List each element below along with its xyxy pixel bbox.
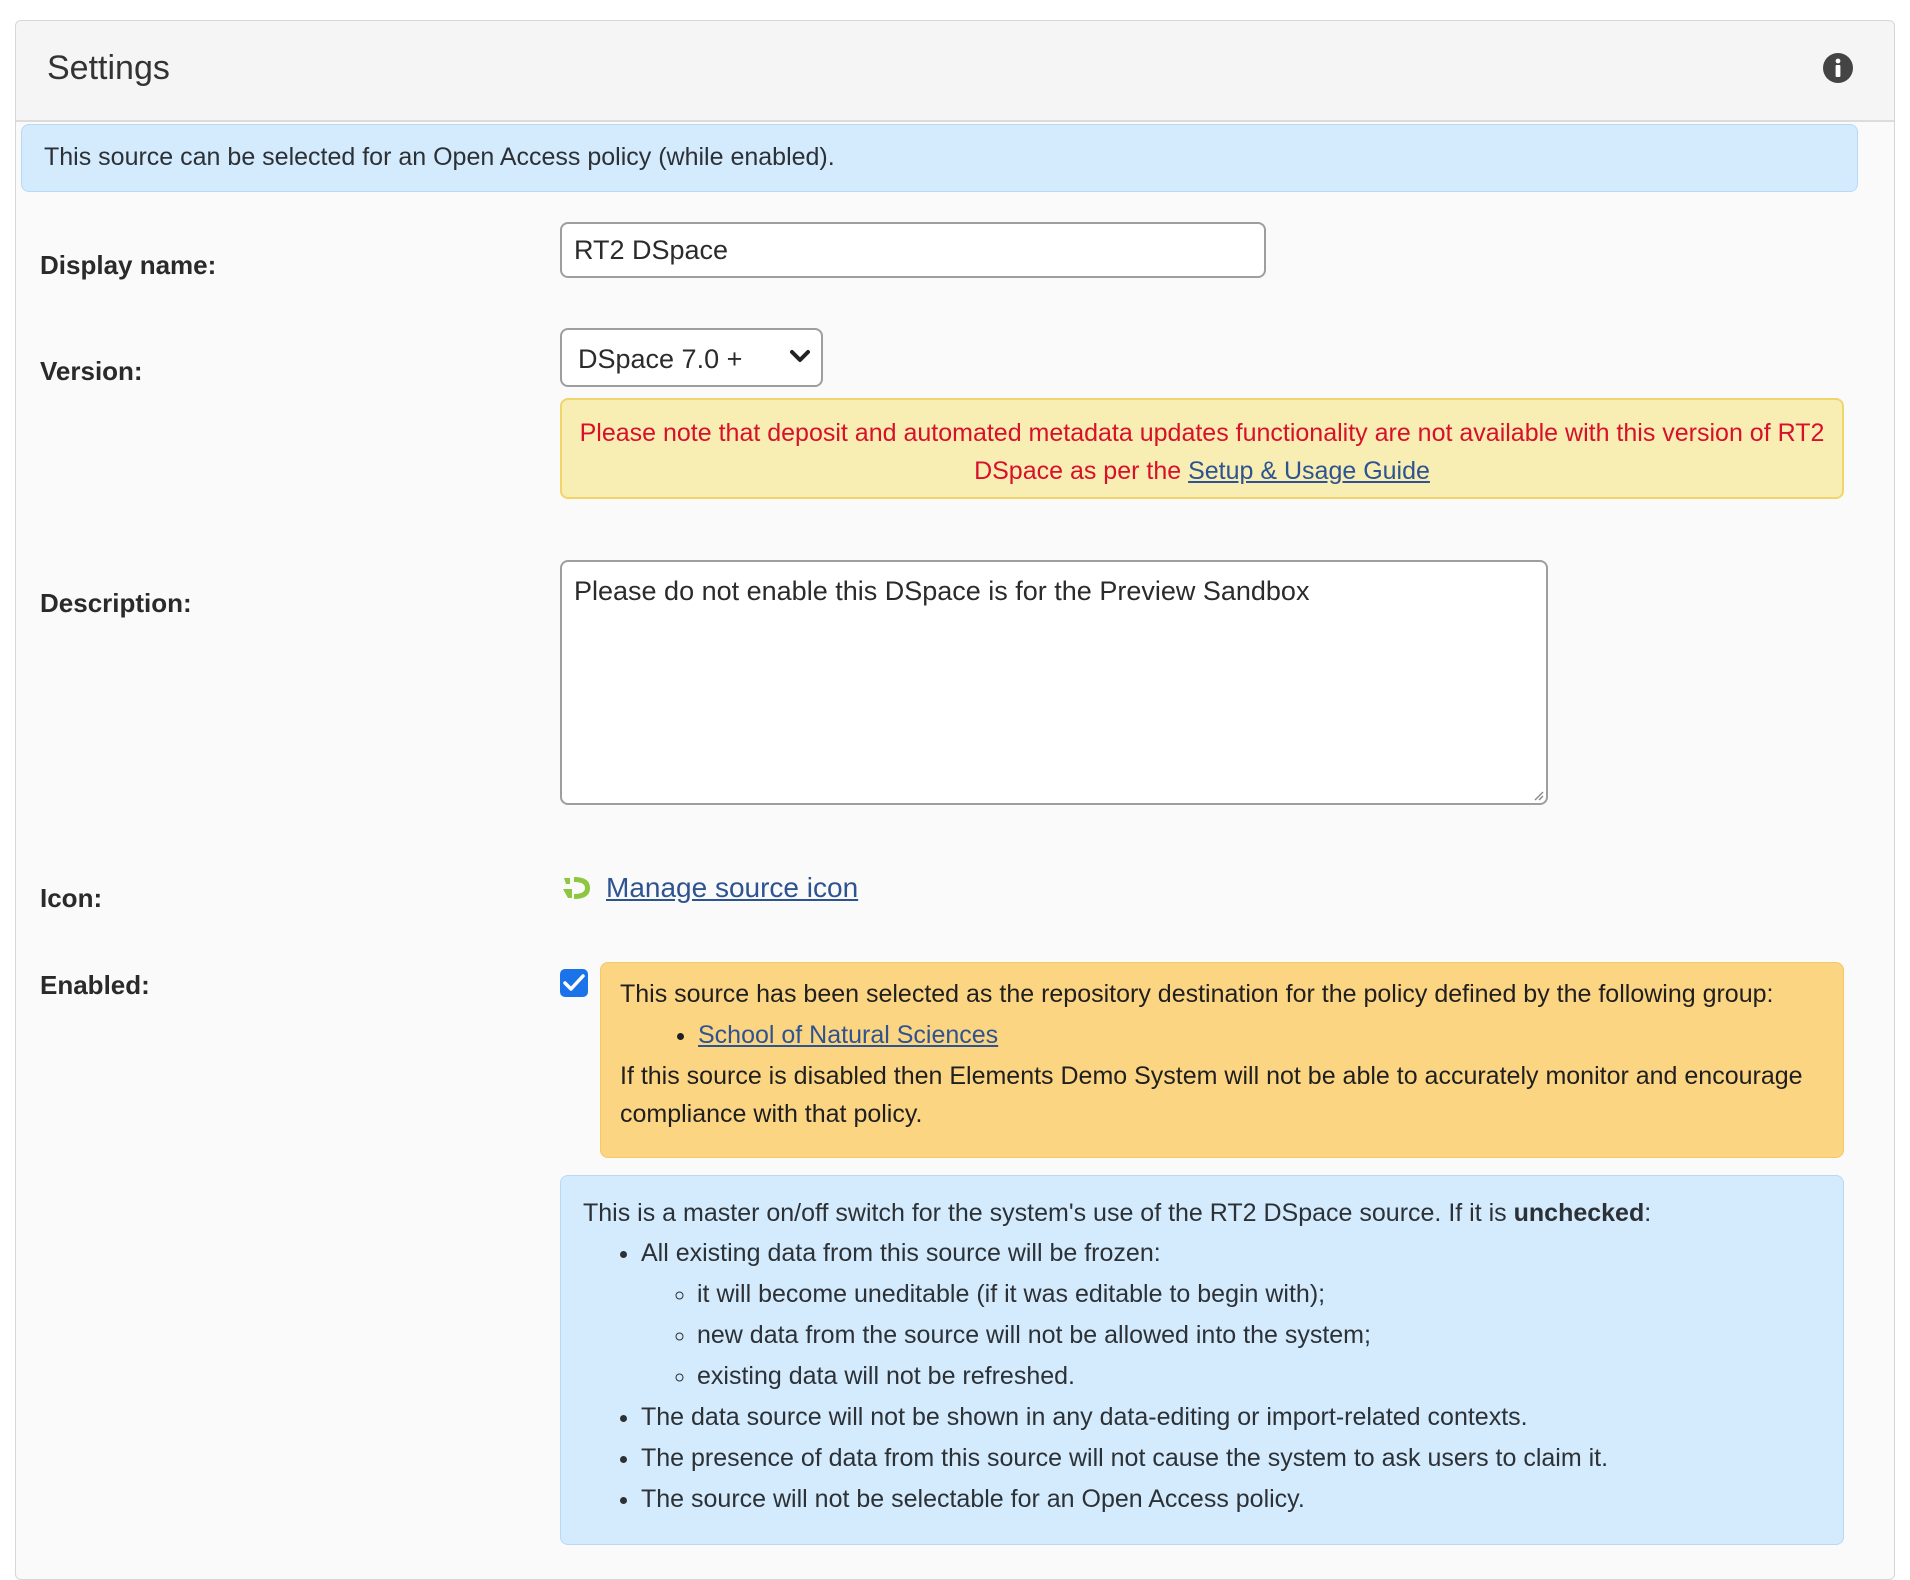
check-icon xyxy=(563,973,585,993)
list-item xyxy=(641,1233,1821,1397)
frozen-sublist xyxy=(641,1274,1821,1397)
list-item: • The presence of data from this source will not cause the system to ask users to claim it. xyxy=(641,1438,1821,1479)
panel-header xyxy=(16,21,1894,122)
list-item: ◦ existing data will not be refreshed. xyxy=(697,1356,1821,1397)
icon-label: Icon: xyxy=(40,883,103,913)
school-of-natural-sciences-link[interactable]: School of Natural Sciences xyxy=(698,1021,999,1049)
resize-grip-icon[interactable] xyxy=(1532,789,1544,801)
version-select-value: DSpace 7.0 + xyxy=(578,344,743,374)
version-warning xyxy=(560,398,1844,499)
policy-warning xyxy=(600,962,1844,1158)
display-name-input[interactable] xyxy=(560,222,1266,278)
enabled-info-intro xyxy=(583,1193,1821,1233)
policy-warning-intro: This source has been selected as the repository destination for the policy defined by the following group: xyxy=(620,980,1774,1008)
list-item xyxy=(698,1013,1824,1057)
enabled-checkbox[interactable] xyxy=(560,969,588,997)
version-warning-text: Please note that deposit and automated metadata updates functionality are not available with this version of RT2 DSpace as per the xyxy=(579,419,1825,485)
description-textarea[interactable] xyxy=(560,560,1548,805)
list-item: • The data source will not be shown in any data-editing or import-related contexts. xyxy=(641,1397,1821,1438)
version-select[interactable] xyxy=(560,328,823,387)
setup-usage-guide-link[interactable]: Setup & Usage Guide xyxy=(1188,457,1430,485)
enabled-info-list xyxy=(583,1233,1821,1520)
enabled-info-intro-suffix: : xyxy=(1644,1199,1652,1227)
policy-warning-outro: If this source is disabled then Elements Demo System will not be able to accurately monitor and encourage compliance with that policy. xyxy=(620,1062,1803,1128)
manage-source-icon-link[interactable]: Manage source icon xyxy=(606,872,859,903)
list-item: ◦ new data from the source will not be allowed into the system; xyxy=(697,1315,1821,1356)
dspace-logo-icon xyxy=(560,873,594,903)
display-name-label: Display name: xyxy=(40,250,217,280)
enabled-label: Enabled: xyxy=(40,970,150,1000)
description-value: Please do not enable this DSpace is for the Preview Sandbox xyxy=(574,576,1310,606)
bullet-frozen: All existing data from this source will be frozen: xyxy=(641,1239,1161,1267)
page-title: Settings xyxy=(47,49,170,87)
info-circle-icon[interactable] xyxy=(1822,52,1854,84)
enabled-info-intro-prefix: This is a master on/off switch for the system's use of the RT2 DSpace source. If it is xyxy=(583,1199,1507,1227)
open-access-notice-text: This source can be selected for an Open Access policy (while enabled). xyxy=(44,143,835,171)
policy-group-list xyxy=(620,1013,1824,1057)
description-label: Description: xyxy=(40,588,192,618)
enabled-info xyxy=(560,1175,1844,1545)
chevron-down-icon xyxy=(789,349,811,365)
manage-icon-row xyxy=(560,872,858,904)
open-access-notice xyxy=(21,124,1858,192)
list-item: ◦ it will become uneditable (if it was editable to begin with); xyxy=(697,1274,1821,1315)
enabled-info-intro-bold: unchecked xyxy=(1513,1199,1645,1227)
list-item: • The source will not be selectable for an Open Access policy. xyxy=(641,1479,1821,1520)
version-label: Version: xyxy=(40,356,143,386)
